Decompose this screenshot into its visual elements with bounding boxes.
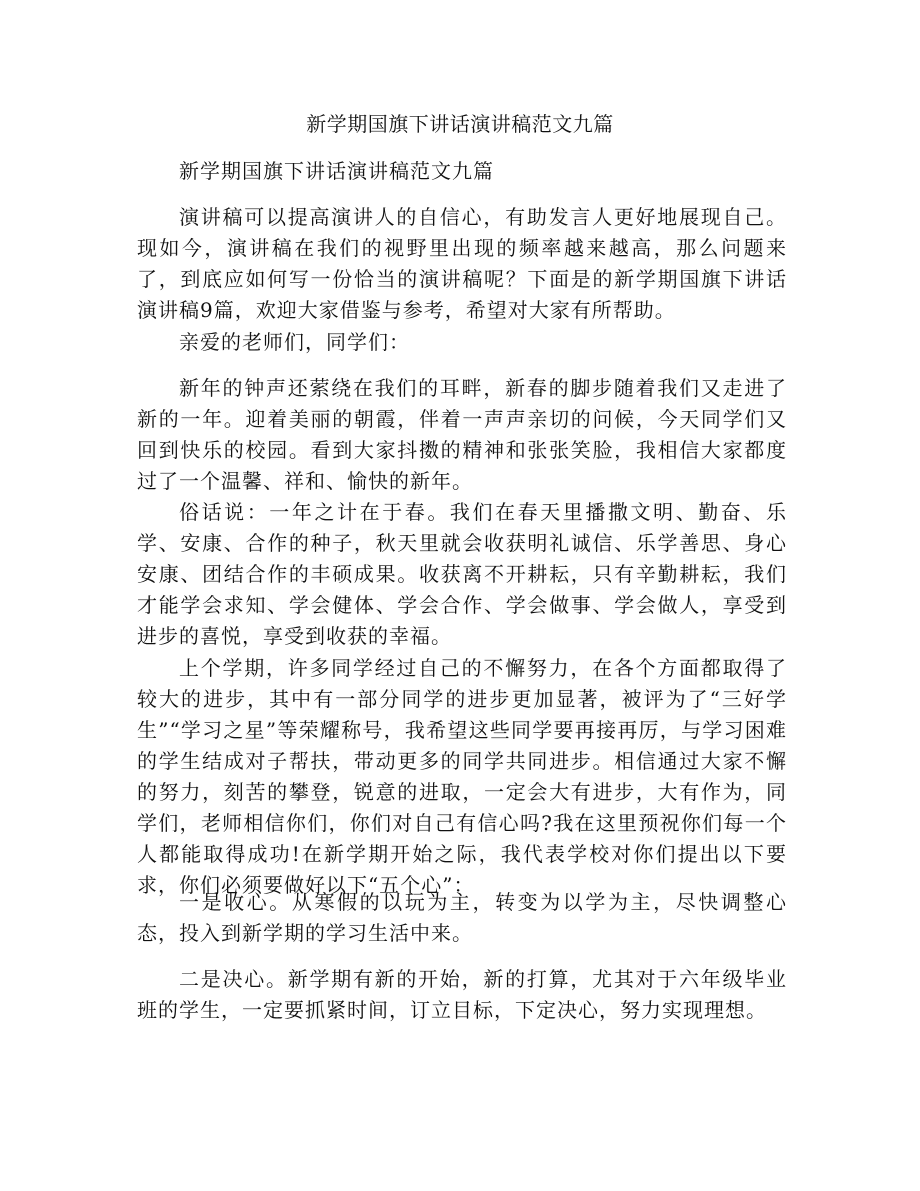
- spring-paragraph: 俗话说：一年之计在于春。我们在春天里播撒文明、勤奋、乐学、安康、合作的种子，秋天里就会收获明礼诚信、乐学善思、身心安康、团结合作的丰硕成果。收获离不开耕耘，只有辛勤耕耘，我们才能学会求知、学会健体、学会合作、学会做事、学会做人，享受到进步的喜悦，享受到收获的幸福。: [137, 500, 787, 648]
- first-requirement-paragraph: 一是收心。从寒假的以玩为主，转变为以学为主，尽快调整心态，投入到新学期的学习生活中来。: [137, 890, 787, 945]
- second-requirement-paragraph: 二是决心。新学期有新的开始，新的打算，尤其对于六年级毕业班的学生，一定要抓紧时间，订立目标，下定决心，努力实现理想。: [137, 967, 787, 1022]
- new-year-paragraph: 新年的钟声还萦绕在我们的耳畔，新春的脚步随着我们又走进了新的一年。迎着美丽的朝霞，伴着一声声亲切的问候，今天同学们又回到快乐的校园。看到大家抖擞的精神和张张笑脸，我相信大家都度过了一个温馨、祥和、愉快的新年。: [137, 376, 787, 493]
- document-title: 新学期国旗下讲话演讲稿范文九篇: [306, 112, 614, 136]
- last-semester-paragraph: 上个学期，许多同学经过自己的不懈努力，在各个方面都取得了较大的进步，其中有一部分同学的进步更加显著，被评为了“三好学生”“学习之星”等荣耀称号，我希望这些同学要再接再厉，与学习困难的学生结成对子帮扶，带动更多的同学共同进步。相信通过大家不懈的努力，刻苦的攀登，锐意的进取，一定会大有进步，大有作为，同学们，老师相信你们，你们对自己有信心吗?我在这里预祝你们每一个人都能取得成功!在新学期开始之际，我代表学校对你们提出以下要求，你们必须要做好以下“五个心”：: [137, 656, 787, 897]
- greeting-paragraph: 亲爱的老师们，同学们：: [179, 330, 410, 354]
- intro-paragraph: 演讲稿可以提高演讲人的自信心，有助发言人更好地展现自己。现如今，演讲稿在我们的视野里出现的频率越来越高，那么问题来了，到底应如何写一份恰当的演讲稿呢？下面是的新学期国旗下讲话演讲稿9篇，欢迎大家借鉴与参考，希望对大家有所帮助。: [137, 205, 787, 322]
- subtitle-paragraph: 新学期国旗下讲话演讲稿范文九篇: [179, 159, 494, 183]
